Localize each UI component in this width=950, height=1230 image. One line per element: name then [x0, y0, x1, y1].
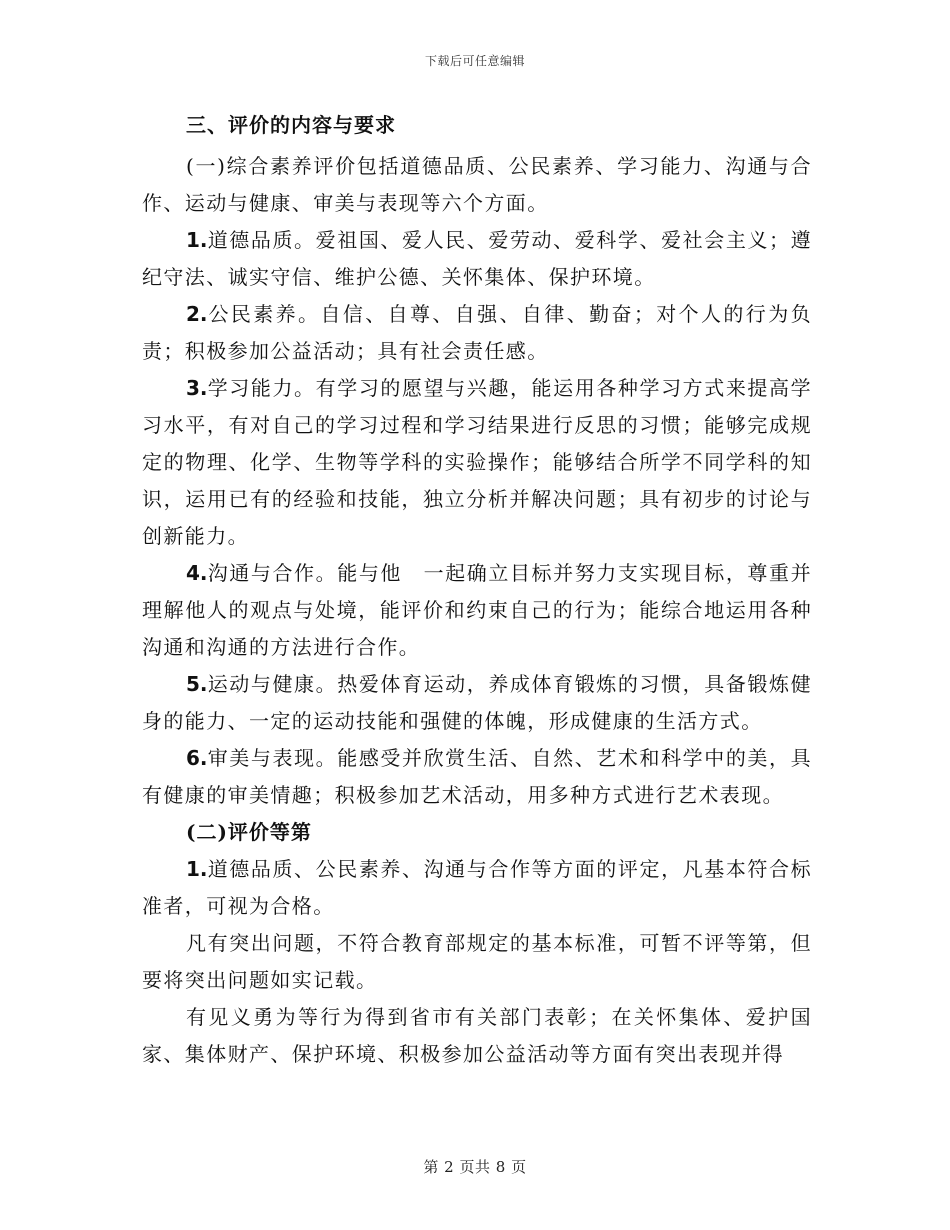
- item-text: 道德品质。爱祖国、爱人民、爱劳动、爱科学、爱社会主义；遵纪守法、诚实守信、维护公德、关怀集体、保护环境。: [142, 228, 812, 289]
- sub-heading: (二)评价等第: [186, 820, 312, 844]
- item-text: 公民素养。自信、自尊、自强、自律、勤奋；对个人的行为负责；积极参加公益活动；具有社会责任感。: [142, 302, 812, 363]
- intro-paragraph: (一)综合素养评价包括道德品质、公民素养、学习能力、沟通与合作、运动与健康、审美与表现等六个方面。: [142, 154, 812, 215]
- item-number: 2.: [186, 302, 208, 326]
- item-number: 3.: [186, 376, 208, 400]
- item-paragraph-5: [142, 666, 812, 740]
- item-text: 学习能力。有学习的愿望与兴趣，能运用各种学习方式来提高学习水平，有对自己的学习过程和学习结果进行反思的习惯；能够完成规定的物理、化学、生物等学科的实验操作；能够结合所学不同学科的知识，运用已有的经验和技能，独立分析并解决问题；具有初步的讨论与创新能力。: [142, 376, 812, 548]
- item-paragraph-4: [142, 555, 812, 666]
- item-paragraph-1: [142, 222, 812, 296]
- item-paragraph-2: [142, 296, 812, 370]
- item-text: 运动与健康。热爱体育运动，养成体育锻炼的习惯，具备锻炼健身的能力、一定的运动技能和强健的体魄，形成健康的生活方式。: [142, 672, 812, 733]
- problem-paragraph: 凡有突出问题，不符合教育部规定的基本标准，可暂不评等第，但要将突出问题如实记载。: [142, 931, 812, 992]
- item-number: 1.: [186, 228, 208, 252]
- item-text: 沟通与合作。能与他 一起确立目标并努力支实现目标，尊重并理解他人的观点与处境，能评价和约束自己的行为；能综合地运用各种沟通和沟通的方法进行合作。: [142, 561, 812, 659]
- item-text: 道德品质、公民素养、沟通与合作等方面的评定，凡基本符合标准者，可视为合格。: [142, 857, 812, 918]
- honor-paragraph: 有见义勇为等行为得到省市有关部门表彰；在关怀集体、爱护国家、集体财产、保护环境、积极参加公益活动等方面有突出表现并得: [142, 1005, 812, 1066]
- item-number: 5.: [186, 672, 208, 696]
- item-text: 审美与表现。能感受并欣赏生活、自然、艺术和科学中的美，具有健康的审美情趣；积极参加艺术活动，用多种方式进行艺术表现。: [142, 746, 812, 807]
- item-number: 1.: [186, 857, 208, 881]
- grade-paragraph-1: [142, 851, 812, 925]
- item-paragraph-3: [142, 370, 812, 555]
- item-paragraph-6: [142, 740, 812, 814]
- header-note: 下载后可任意编辑: [424, 54, 525, 68]
- item-number: 4.: [186, 561, 208, 585]
- item-number: 6.: [186, 746, 208, 770]
- document-body: [142, 110, 812, 1073]
- section-heading: 三、评价的内容与要求: [186, 113, 396, 137]
- page-number: 第 2 页共 8 页: [423, 1158, 527, 1176]
